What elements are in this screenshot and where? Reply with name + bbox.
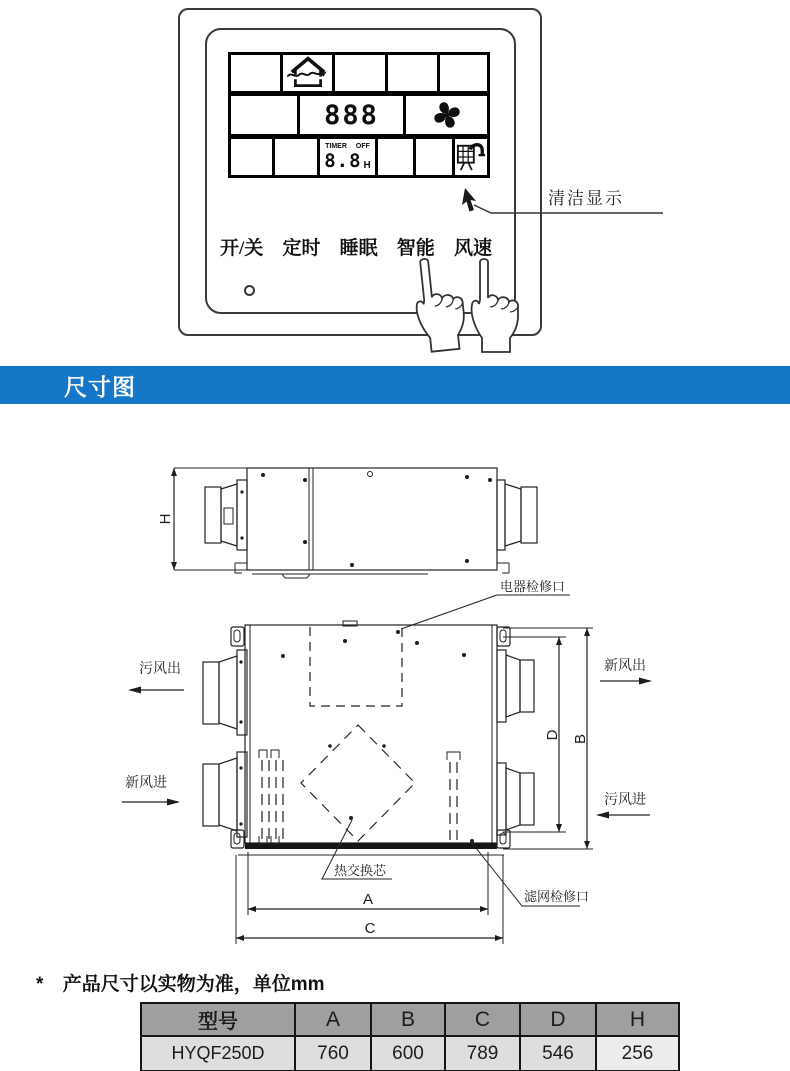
dim-b-label: B xyxy=(572,733,589,745)
dim-d-label: D xyxy=(544,729,561,741)
spec-header-a: A xyxy=(295,1003,371,1036)
spec-header-model: 型号 xyxy=(141,1003,295,1036)
duct-collar-fresh-air-out xyxy=(497,650,534,722)
fresh-air-in-label: 新风进 xyxy=(125,776,167,791)
panel-annotation-overlay xyxy=(0,0,790,362)
dirty-air-out-label: 污风出 xyxy=(139,662,181,677)
filter-access-annotation xyxy=(472,843,589,906)
dimension-spec-table xyxy=(140,1002,680,1071)
side-view xyxy=(205,468,537,578)
electrical-access-label: 电器检修口 xyxy=(500,579,566,594)
spec-c-value: 789 xyxy=(445,1036,520,1071)
note-asterisk: * xyxy=(36,974,44,995)
fresh-air-out-label: 新风出 xyxy=(604,659,646,674)
dimension-a xyxy=(248,852,488,915)
spec-b-value: 600 xyxy=(371,1036,445,1071)
timer-label: TIMER xyxy=(325,143,347,150)
electrical-access-hatch xyxy=(310,627,402,706)
sleep-button-label: 睡眠 xyxy=(339,238,378,259)
power-button-label: 开/关 xyxy=(220,238,264,259)
front-view xyxy=(203,621,534,855)
dim-a-label: A xyxy=(362,891,374,908)
note-text: 产品尺寸以实物为准，单位mm xyxy=(62,974,325,995)
dim-c-label: C xyxy=(364,920,376,937)
spec-table-header-row xyxy=(141,1003,679,1036)
spec-header-b: B xyxy=(371,1003,445,1036)
cursor-arrow-icon xyxy=(462,188,476,212)
dimension-note xyxy=(36,969,324,996)
section-banner xyxy=(0,366,790,404)
spec-header-h: H xyxy=(596,1003,679,1036)
pointing-hand-icon xyxy=(472,259,518,352)
filter-slots-left xyxy=(259,750,283,844)
timer-hours-digits: 8.8 xyxy=(324,150,362,172)
duct-collar-fresh-air-in xyxy=(203,752,247,837)
timer-button-label: 定时 xyxy=(282,238,321,259)
off-label: OFF xyxy=(355,143,370,150)
filter-slots-right xyxy=(447,752,460,840)
heat-exchange-core-outline xyxy=(301,725,415,841)
timer-unit-label: H xyxy=(363,160,371,171)
spec-model-value: HYQF250D xyxy=(141,1036,295,1071)
spec-header-c: C xyxy=(445,1003,520,1036)
dirty-air-in-label: 污风进 xyxy=(604,793,646,808)
spec-h-value: 256 xyxy=(596,1036,679,1071)
pointing-hand-icon xyxy=(412,255,468,352)
electrical-access-annotation xyxy=(401,579,570,629)
clean-annotation-leader-line xyxy=(474,205,663,213)
section-banner-title: 尺寸图 xyxy=(64,373,136,400)
dim-h-label: H xyxy=(157,513,174,525)
spec-a-value: 760 xyxy=(295,1036,371,1071)
clean-indicator-label: 清洁显示 xyxy=(548,189,624,208)
spec-table-data-row xyxy=(141,1036,679,1071)
duct-collar-dirty-air-out xyxy=(203,650,247,735)
spec-d-value: 546 xyxy=(520,1036,596,1071)
smart-button-label: 智能 xyxy=(396,238,435,259)
duct-collar-dirty-air-in xyxy=(497,763,534,835)
heat-exchange-core-label: 热交换芯 xyxy=(334,863,387,878)
speed-digits: 888 xyxy=(324,99,379,131)
heat-exchange-core-annotation xyxy=(322,820,392,879)
dimension-drawing xyxy=(0,430,790,970)
spec-header-d: D xyxy=(520,1003,596,1036)
filter-access-label: 滤网检修口 xyxy=(524,889,590,904)
fanspeed-button-label: 风速 xyxy=(453,238,492,259)
